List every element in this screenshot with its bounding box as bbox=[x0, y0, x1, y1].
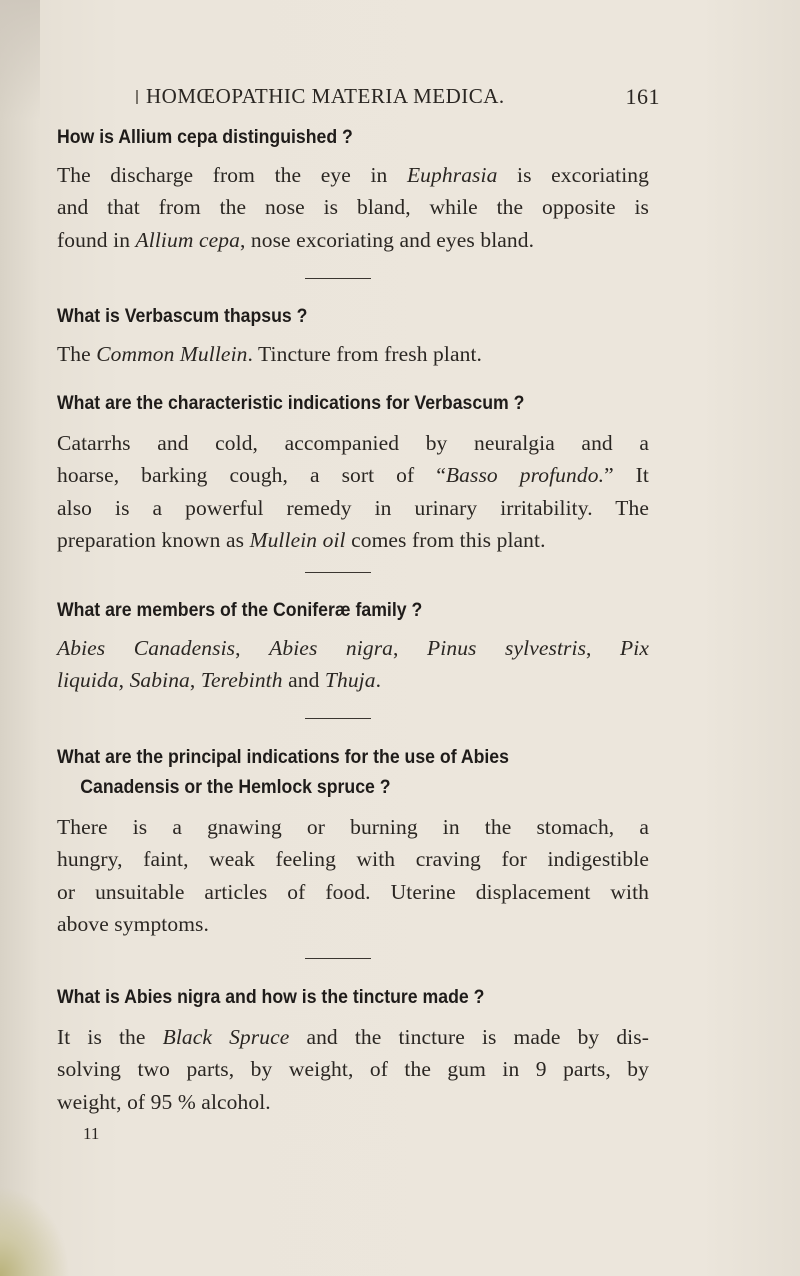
question-line: What are the principal indications for the use of Abies bbox=[57, 747, 509, 768]
answer-line: also is a powerful remedy in urinary irritability. The bbox=[57, 495, 649, 520]
italic-term: liquida bbox=[57, 668, 119, 693]
answer-line: weight, of 95 % alcohol. bbox=[57, 1089, 271, 1114]
italic-term: Allium cepa bbox=[135, 227, 240, 252]
italic-term: Terebinth bbox=[200, 668, 283, 693]
qa-block-verbascum bbox=[57, 302, 649, 370]
question-heading: What is Abies nigra and how is the tincture made ? bbox=[57, 987, 485, 1008]
italic-term: Mullein oil bbox=[249, 527, 346, 552]
margin-mark bbox=[136, 90, 138, 104]
answer-line: Catarrhs and cold, accompanied by neuralgia and a bbox=[57, 431, 649, 455]
answer-text bbox=[57, 338, 649, 370]
italic-term: Basso profundo. bbox=[445, 463, 605, 488]
section-rule bbox=[305, 958, 371, 959]
italic-term: Thuja bbox=[324, 668, 376, 693]
italic-term: Sabina bbox=[129, 668, 190, 693]
section-rule bbox=[305, 572, 371, 573]
signature-mark: 11 bbox=[83, 1124, 100, 1143]
answer-line: hungry, faint, weak feeling with craving for indigestible bbox=[57, 847, 649, 872]
answer-line: It is the Black Spruce and the tincture is made by dis- bbox=[57, 1025, 649, 1049]
section-rule bbox=[305, 278, 371, 279]
qa-block-coniferae bbox=[57, 596, 649, 697]
qa-block-abies-canadensis bbox=[57, 743, 649, 940]
answer-line: or unsuitable articles of food. Uterine displacement with bbox=[57, 879, 649, 904]
answer-line: Abies Canadensis, Abies nigra, Pinus sylvestris, Pix bbox=[57, 636, 649, 660]
answer-line: There is a gnawing or burning in the stomach, a bbox=[57, 815, 649, 839]
answer-line: The discharge from the eye in Euphrasia is excoriating bbox=[57, 163, 649, 187]
answer-line: above symptoms. bbox=[57, 911, 209, 936]
question-line-continued: Canadensis or the Hemlock spruce ? bbox=[80, 777, 391, 798]
question-heading: What are members of the Coniferæ family ? bbox=[57, 600, 423, 621]
question-heading: What is Verbascum thapsus ? bbox=[57, 306, 308, 327]
page-number: 161 bbox=[625, 84, 660, 109]
italic-term: Euphrasia bbox=[406, 163, 498, 187]
answer-text bbox=[57, 427, 649, 556]
running-head-title: HOMŒOPATHIC MATERIA MEDICA. bbox=[146, 84, 505, 108]
question-heading: What are the characteristic indications for Verbascum ? bbox=[57, 393, 525, 414]
italic-term: Pix bbox=[620, 636, 649, 660]
answer-line: found in Allium cepa, nose excoriating and eyes bland. bbox=[57, 227, 535, 252]
answer-text bbox=[57, 811, 649, 940]
answer-text bbox=[57, 632, 649, 697]
answer-line: The Common Mullein. Tincture from fresh plant. bbox=[57, 342, 482, 366]
qa-block-allium bbox=[57, 123, 649, 256]
italic-term: Black Spruce bbox=[162, 1025, 290, 1049]
answer-text bbox=[57, 1021, 649, 1118]
answer-line: preparation known as Mullein oil comes from this plant. bbox=[57, 527, 546, 552]
answer-text bbox=[57, 159, 649, 256]
qa-block-abies-nigra bbox=[57, 983, 649, 1118]
italic-term: Pinus sylvestris bbox=[427, 636, 587, 660]
page-stain bbox=[0, 1186, 70, 1276]
question-heading bbox=[57, 743, 648, 803]
section-rule bbox=[305, 718, 371, 719]
italic-term: Abies Canadensis bbox=[57, 636, 236, 660]
answer-line: and that from the nose is bland, while the opposite is bbox=[57, 195, 649, 220]
italic-term: Abies nigra bbox=[269, 636, 394, 660]
qa-block-verbascum-indications bbox=[57, 389, 649, 556]
answer-line: liquida, Sabina, Terebinth and Thuja. bbox=[57, 668, 382, 693]
page-edge-shadow bbox=[0, 0, 40, 120]
answer-line: solving two parts, by weight, of the gum in 9 parts, by bbox=[57, 1057, 649, 1082]
italic-term: Common Mullein bbox=[96, 342, 248, 366]
question-heading: How is Allium cepa distinguished ? bbox=[57, 127, 353, 148]
answer-line: hoarse, barking cough, a sort of “Basso profundo.” It bbox=[57, 463, 649, 488]
